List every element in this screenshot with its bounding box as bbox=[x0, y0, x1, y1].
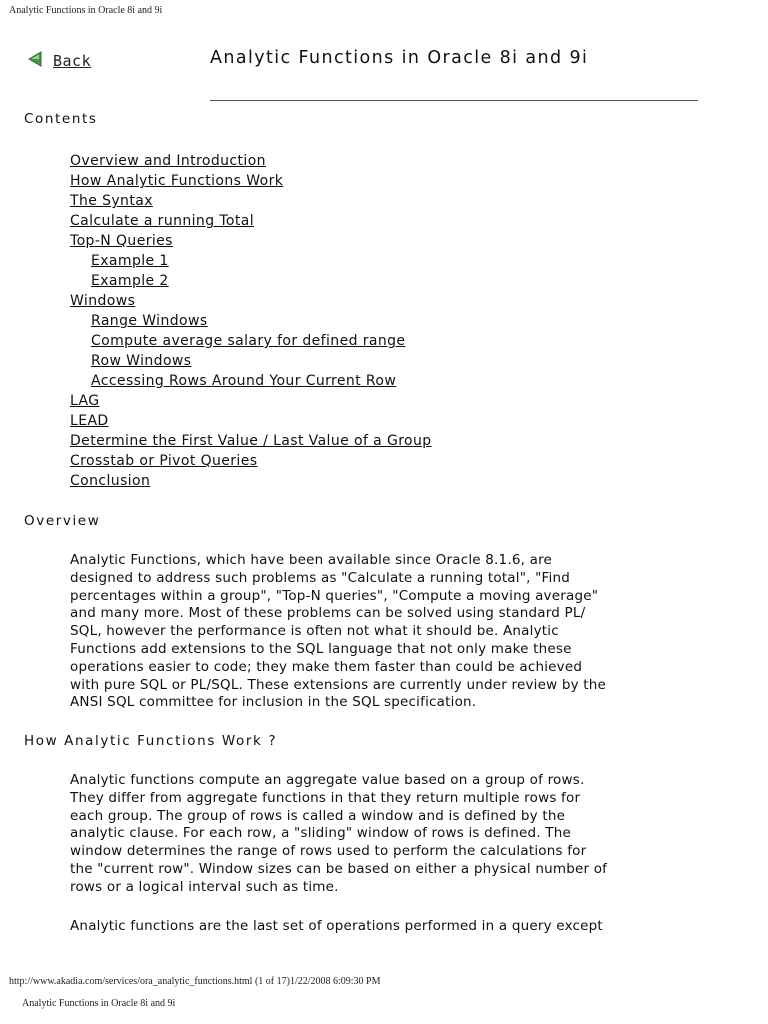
toc-item bbox=[70, 191, 432, 211]
toc-link-row-windows[interactable]: Row Windows bbox=[91, 353, 192, 369]
toc-item bbox=[70, 471, 432, 491]
toc-link-overview[interactable]: Overview and Introduction bbox=[70, 153, 266, 169]
toc-item bbox=[70, 251, 432, 271]
toc-item bbox=[70, 311, 432, 331]
toc-link-example-1[interactable]: Example 1 bbox=[91, 253, 169, 269]
overview-line: SQL, however the performance is often not what it should be. Analytic bbox=[70, 623, 559, 640]
toc-link-first-last-value[interactable]: Determine the First Value / Last Value of a Group bbox=[70, 433, 432, 449]
overview-line: percentages within a group", "Top-N queries", "Compute a moving average" bbox=[70, 587, 599, 604]
back-arrow-icon bbox=[27, 50, 45, 72]
toc-item bbox=[70, 291, 432, 311]
toc-link-conclusion[interactable]: Conclusion bbox=[70, 473, 151, 489]
overview-line: and many more. Most of these problems can be solved using standard PL/ bbox=[70, 605, 586, 622]
toc-link-how-analytic-functions-work[interactable]: How Analytic Functions Work bbox=[70, 173, 284, 189]
how-line: the "current row". Window sizes can be based on either a physical number of bbox=[70, 860, 608, 877]
title-divider bbox=[210, 100, 698, 101]
overview-line: ANSI SQL committee for inclusion in the SQL specification. bbox=[70, 694, 477, 711]
toc-link-running-total[interactable]: Calculate a running Total bbox=[70, 213, 255, 229]
print-header: Analytic Functions in Oracle 8i and 9i bbox=[9, 5, 163, 16]
toc-link-crosstab-pivot[interactable]: Crosstab or Pivot Queries bbox=[70, 453, 258, 469]
how-line: window determines the range of rows used to perform the calculations for bbox=[70, 843, 587, 860]
toc-item bbox=[70, 271, 432, 291]
toc-item bbox=[70, 451, 432, 471]
print-header-next-page: Analytic Functions in Oracle 8i and 9i bbox=[22, 998, 176, 1009]
overview-line: designed to address such problems as "Calculate a running total", "Find bbox=[70, 569, 570, 586]
toc-item bbox=[70, 371, 432, 391]
overview-paragraph bbox=[70, 552, 670, 712]
contents-heading: Contents bbox=[24, 111, 98, 127]
how-line: rows or a logical interval such as time. bbox=[70, 878, 339, 895]
print-footer-url: http://www.akadia.com/services/ora_analytic_functions.html (1 of 17)1/22/2008 6:09:30 PM bbox=[9, 976, 381, 987]
overview-line: Analytic Functions, which have been available since Oracle 8.1.6, are bbox=[70, 552, 553, 568]
toc-item bbox=[70, 171, 432, 191]
toc-link-lag[interactable]: LAG bbox=[70, 393, 100, 409]
toc-item bbox=[70, 411, 432, 431]
toc-link-accessing-rows[interactable]: Accessing Rows Around Your Current Row bbox=[91, 373, 397, 389]
how-line: They differ from aggregate functions in that they return multiple rows for bbox=[70, 789, 581, 806]
toc-item bbox=[70, 211, 432, 231]
toc-item bbox=[70, 231, 432, 251]
toc-item bbox=[70, 431, 432, 451]
overview-line: Functions add extensions to the SQL language that not only make these bbox=[70, 640, 572, 657]
toc-item bbox=[70, 331, 432, 351]
how-line: Analytic functions compute an aggregate value based on a group of rows. bbox=[70, 772, 585, 788]
how-line: each group. The group of rows is called a window and is defined by the bbox=[70, 807, 566, 824]
back-label: Back bbox=[53, 52, 92, 70]
overview-line: with pure SQL or PL/SQL. These extensions are currently under review by the bbox=[70, 676, 607, 693]
how-paragraph-2: Analytic functions are the last set of operations performed in a query except bbox=[70, 918, 603, 934]
how-paragraph bbox=[70, 772, 670, 897]
toc-item bbox=[70, 151, 432, 171]
toc-link-syntax[interactable]: The Syntax bbox=[70, 193, 153, 209]
toc-link-average-salary[interactable]: Compute average salary for defined range bbox=[91, 333, 406, 349]
toc-link-windows[interactable]: Windows bbox=[70, 293, 136, 309]
toc-link-top-n-queries[interactable]: Top-N Queries bbox=[70, 233, 173, 249]
page-title: Analytic Functions in Oracle 8i and 9i bbox=[210, 48, 589, 68]
toc-link-range-windows[interactable]: Range Windows bbox=[91, 313, 208, 329]
table-of-contents bbox=[70, 151, 432, 491]
toc-item bbox=[70, 351, 432, 371]
toc-item bbox=[70, 391, 432, 411]
toc-link-lead[interactable]: LEAD bbox=[70, 413, 109, 429]
toc-link-example-2[interactable]: Example 2 bbox=[91, 273, 169, 289]
back-link[interactable] bbox=[27, 50, 91, 72]
how-heading: How Analytic Functions Work ? bbox=[24, 733, 278, 749]
overview-line: operations easier to code; they make them faster than could be achieved bbox=[70, 658, 583, 675]
how-line: analytic clause. For each row, a "sliding" window of rows is defined. The bbox=[70, 825, 572, 842]
overview-heading: Overview bbox=[24, 513, 101, 529]
